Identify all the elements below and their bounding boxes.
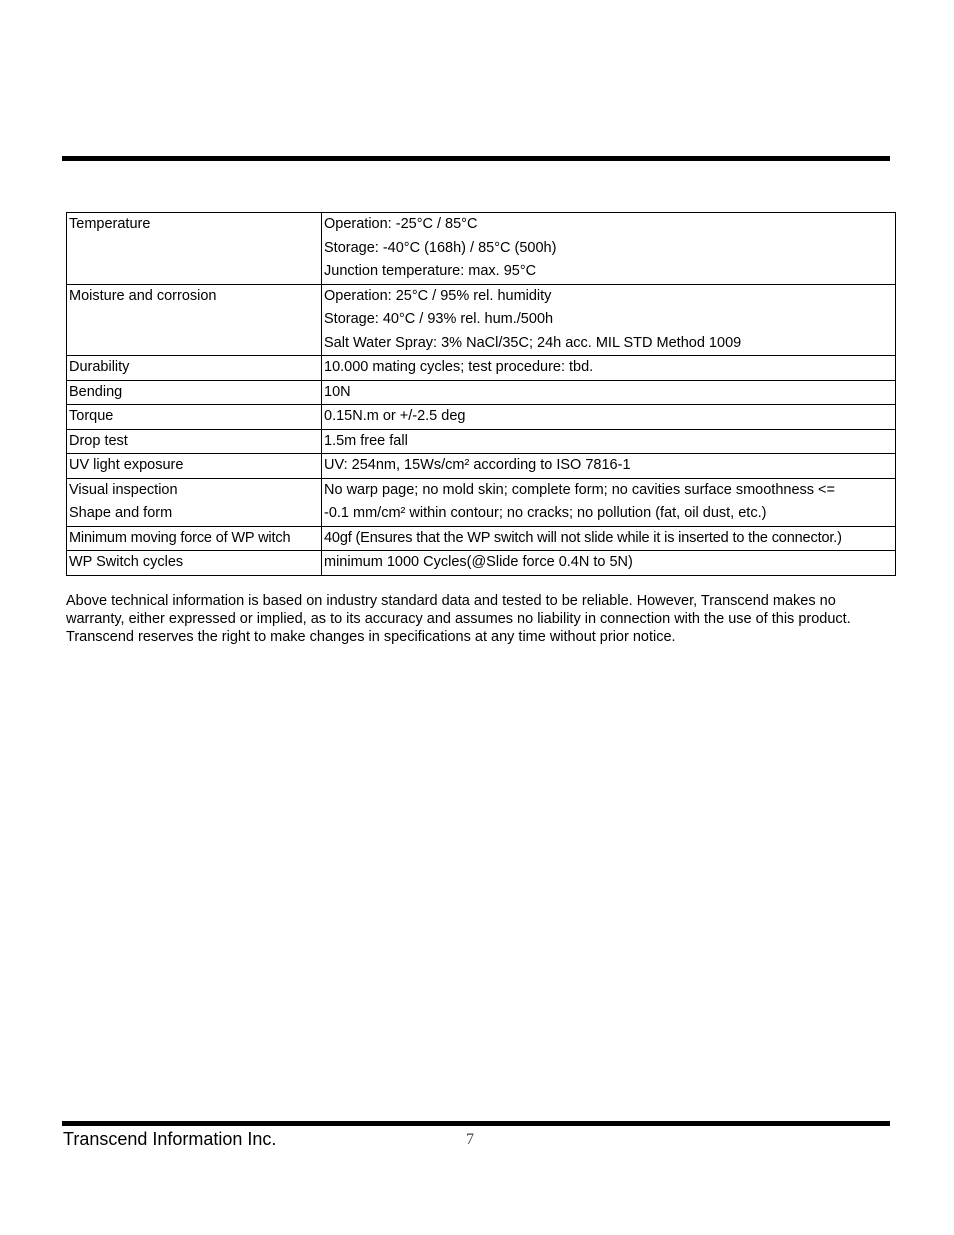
param-cell	[67, 380, 322, 405]
value-cell	[322, 551, 896, 576]
table-row	[67, 380, 896, 405]
param-label: WP Switch cycles	[69, 554, 184, 570]
value-line: 1.5m free fall	[324, 432, 408, 449]
value-line: -0.1 mm/cm² within contour; no cracks; no pollution (fat, oil dust, etc.)	[324, 505, 767, 521]
value-line: UV: 254nm, 15Ws/cm² according to ISO 7816-1	[324, 457, 631, 473]
value-line: Storage: 40°C / 93% rel. hum./500h	[324, 311, 554, 327]
param-label: Bending	[69, 383, 123, 400]
value-line: 40gf (Ensures that the WP switch will not slide while it is inserted to the connector.)	[324, 529, 842, 546]
value-line: Operation: 25°C / 95% rel. humidity	[324, 287, 552, 304]
value-cell	[322, 380, 896, 405]
value-line: 10N	[324, 383, 351, 400]
value-line: No warp page; no mold skin; complete form; no cavities surface smoothness <=	[324, 481, 835, 498]
footer-company: Transcend Information Inc.	[63, 1129, 277, 1149]
value-cell	[322, 454, 896, 479]
value-line: 0.15N.m or +/-2.5 deg	[324, 408, 466, 424]
param-cell	[67, 405, 322, 430]
param-label: Shape and form	[69, 505, 173, 521]
value-line: Operation: -25°C / 85°C	[324, 216, 478, 232]
param-label: Visual inspection	[69, 481, 178, 498]
value-line: Junction temperature: max. 95°C	[324, 263, 537, 279]
table-row	[67, 405, 896, 430]
param-cell	[67, 551, 322, 576]
param-label: Moisture and corrosion	[69, 287, 217, 304]
table-row	[67, 356, 896, 381]
value-line: 10.000 mating cycles; test procedure: tbd.	[324, 359, 594, 375]
param-cell	[67, 429, 322, 454]
disclaimer-line: warranty, either expressed or implied, as to its accuracy and assumes no liability in connection with the use of this product.	[66, 611, 851, 627]
table-row	[67, 284, 896, 356]
param-cell	[67, 478, 322, 526]
param-cell	[67, 356, 322, 381]
table-row	[67, 454, 896, 479]
value-cell	[322, 526, 896, 551]
disclaimer-notice	[66, 592, 900, 646]
param-label: Durability	[69, 359, 130, 375]
value-line: Storage: -40°C (168h) / 85°C (500h)	[324, 239, 557, 256]
footer-rule	[62, 1121, 890, 1126]
page-number: 7	[466, 1131, 474, 1148]
table-row	[67, 526, 896, 551]
value-cell	[322, 356, 896, 381]
value-cell	[322, 213, 896, 285]
param-label: Temperature	[69, 216, 151, 232]
param-cell	[67, 454, 322, 479]
param-label: Drop test	[69, 432, 128, 449]
table-row	[67, 213, 896, 285]
spec-table	[66, 212, 896, 576]
table-row	[67, 429, 896, 454]
param-cell	[67, 526, 322, 551]
table-row	[67, 551, 896, 576]
value-cell	[322, 429, 896, 454]
value-cell	[322, 405, 896, 430]
disclaimer-line: Above technical information is based on industry standard data and tested to be reliable. However, Transcend makes no	[66, 593, 836, 609]
param-cell	[67, 284, 322, 356]
table-row	[67, 478, 896, 526]
value-line: minimum 1000 Cycles(@Slide force 0.4N to 5N)	[324, 554, 633, 570]
disclaimer-line: Transcend reserves the right to make changes in specifications at any time without prior notice.	[66, 629, 676, 645]
header-rule	[62, 156, 890, 161]
param-label: Torque	[69, 408, 114, 424]
param-cell	[67, 213, 322, 285]
param-label: Minimum moving force of WP witch	[69, 529, 291, 546]
value-cell	[322, 478, 896, 526]
value-line: Salt Water Spray: 3% NaCl/35C; 24h acc. MIL STD Method 1009	[324, 334, 742, 351]
param-label: UV light exposure	[69, 457, 184, 473]
value-cell	[322, 284, 896, 356]
